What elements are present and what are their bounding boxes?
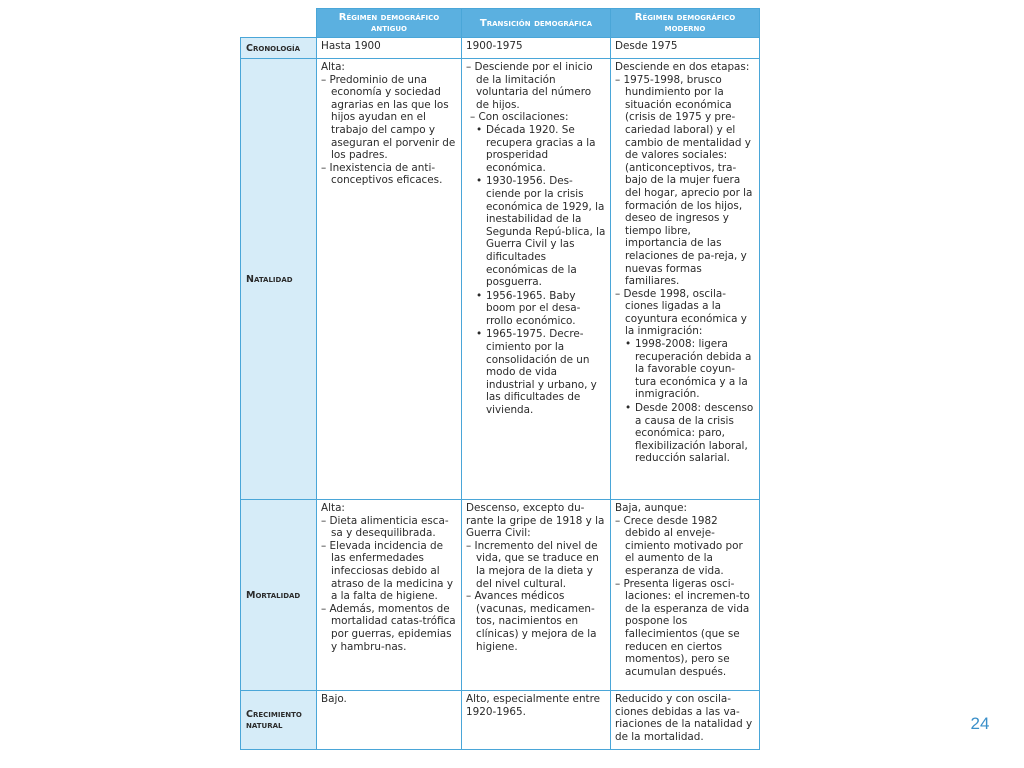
bullet-item: • 1998-2008: ligera recuperación debida a la favorable coyun-tura económica y a la inmigración. bbox=[625, 338, 755, 401]
table-cell bbox=[611, 59, 760, 500]
cell-text: Hasta 1900 bbox=[321, 40, 381, 52]
column-header-moderno: Régimen demográfico moderno bbox=[611, 9, 760, 38]
table-row bbox=[241, 59, 760, 500]
dash-item: – Dieta alimenticia esca-sa y desequilibrada. bbox=[321, 514, 449, 540]
column-header-antiguo: Régimen demográfico antiguo bbox=[317, 9, 462, 38]
cell-text: Reducido y con oscila-ciones debidas a las va-riaciones de la natalidad y de la mortalidad. bbox=[615, 693, 753, 743]
cell-text: Alta: bbox=[321, 502, 345, 514]
demographic-regimes-table bbox=[240, 8, 760, 750]
row-header-cronologia: Cronología bbox=[241, 38, 317, 59]
dash-item: – Desciende por el inicio de la limitación voluntaria del número de hijos. bbox=[466, 61, 593, 111]
table-row bbox=[241, 38, 760, 59]
cell-text: Bajo. bbox=[321, 693, 347, 705]
table-header-row bbox=[241, 9, 760, 38]
table-row bbox=[241, 500, 760, 691]
table-cell bbox=[317, 500, 462, 691]
table-cell bbox=[611, 691, 760, 750]
bullet-item: • Década 1920. Se recupera gracias a la prosperidad económica. bbox=[476, 124, 606, 174]
table-cell bbox=[611, 500, 760, 691]
table-cell bbox=[611, 38, 760, 59]
cell-text: 1900-1975 bbox=[466, 40, 523, 52]
table-cell bbox=[317, 38, 462, 59]
dash-item: – Presenta ligeras osci-laciones: el incremen-to de la esperanza de vida pospone los fallecimientos (que se reducen en ciertos momentos), pero se acumulan después. bbox=[615, 577, 750, 678]
row-header-mortalidad: Mortalidad bbox=[241, 500, 317, 691]
table-cell bbox=[462, 691, 611, 750]
row-header-crecimiento-natural: Crecimiento natural bbox=[241, 691, 317, 750]
bullet-item: • 1956-1965. Baby boom por el desa-rrollo económico. bbox=[476, 290, 606, 328]
cell-text: Desde 1975 bbox=[615, 40, 678, 52]
table-cell bbox=[462, 500, 611, 691]
bullet-item: • 1930-1956. Des-ciende por la crisis económica de 1929, la inestabilidad de la Segunda Repú-blica, la Guerra Civil y las dificultades económicas de la posguerra. bbox=[476, 175, 606, 288]
dash-item: – Crece desde 1982 debido al enveje-cimiento motivado por el aumento de la esperanza de vida. bbox=[615, 514, 743, 577]
cell-text: Descenso, excepto du-rante la gripe de 1918 y la Guerra Civil: bbox=[466, 502, 605, 540]
dash-item: – Predominio de una economía y sociedad agrarias en las que los hijos ayudan en el trabajo del campo y aseguran el porvenir de los padres. bbox=[321, 73, 456, 162]
dash-item: – Avances médicos (vacunas, medicamen-tos, nacimientos en clínicas) y mejora de la higiene. bbox=[466, 590, 597, 653]
dash-item: – Incremento del nivel de vida, que se traduce en la mejora de la dieta y del nivel cultural. bbox=[466, 539, 599, 590]
dash-item: – 1975-1998, brusco hundimiento por la situación económica (crisis de 1975 y pre-cariedad laboral) y el cambio de mentalidad y de valores sociales: (anticonceptivos, tra-bajo de la mujer fuera del hogar, aprecio por la formación de los hijos, deseo de ingresos y tiempo libre, importancia de las relaciones de pa-reja, y nuevas formas familiares. bbox=[615, 73, 753, 288]
table-cell bbox=[317, 691, 462, 750]
dash-item: – Desde 1998, oscila-ciones ligadas a la coyuntura económica y la inmigración: bbox=[615, 287, 747, 338]
bullet-item: • Desde 2008: descenso a causa de la crisis económica: paro, flexibilización laboral, reducción salarial. bbox=[625, 402, 755, 465]
dash-item: – Elevada incidencia de las enfermedades infecciosas debido al atraso de la medicina y a la falta de higiene. bbox=[321, 539, 454, 603]
cell-text: Desciende en dos etapas: bbox=[615, 61, 750, 73]
table-cell bbox=[462, 59, 611, 500]
cell-text: Baja, aunque: bbox=[615, 502, 687, 514]
dash-item: – Con oscilaciones: bbox=[470, 111, 569, 124]
table-row bbox=[241, 691, 760, 750]
cell-text: Alta: bbox=[321, 61, 345, 73]
dash-item: – Además, momentos de mortalidad catas-trófica por guerras, epidemias y hambru-nas. bbox=[321, 602, 456, 653]
column-header-transicion: Transición demográfica bbox=[462, 9, 611, 38]
dash-item: – Inexistencia de anti-conceptivos eficaces. bbox=[321, 161, 443, 187]
page-number: 24 bbox=[970, 714, 990, 733]
table-cell bbox=[462, 38, 611, 59]
bullet-item: • 1965-1975. Decre-cimiento por la consolidación de un modo de vida industrial y urbano, y las dificultades de vivienda. bbox=[476, 328, 606, 416]
table-corner-cell bbox=[241, 9, 317, 38]
row-header-natalidad: Natalidad bbox=[241, 59, 317, 500]
cell-text: Alto, especialmente entre 1920-1965. bbox=[466, 693, 601, 718]
table-cell bbox=[317, 59, 462, 500]
